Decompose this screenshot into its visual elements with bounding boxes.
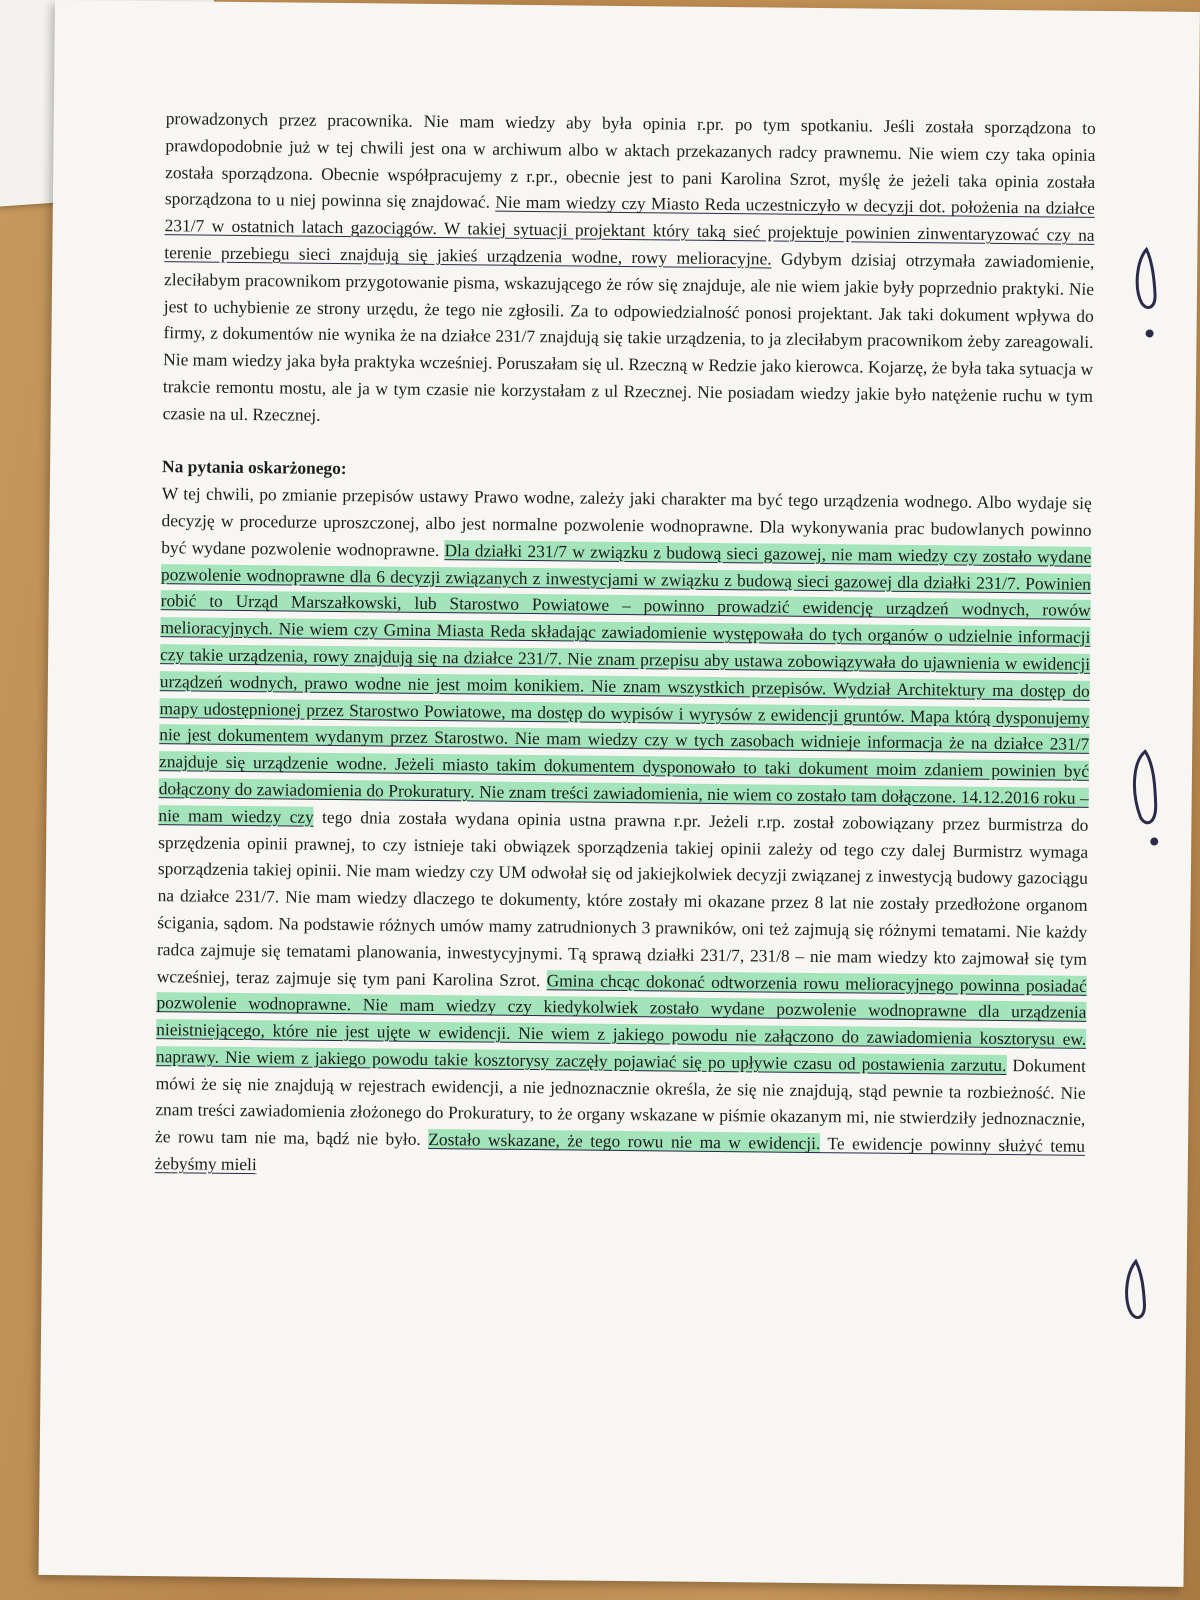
- text-run: prowadzonych przez pracownika. Nie mam wiedzy aby była opinia r.pr. po tym spotkaniu. Jeśli została sporządzona to prawdopodobnie już w tej chwili jest ona w archiwum albo w aktach przekazanych radcy prawnemu. Nie wiem czy taka opinia została sporządzona. Obecnie współpracujemy z r.pr., obecnie jest to pani Karolina Szrot, myślę że jeżeli taka opinia została sporządzona to u niej powinna się znajdować.: [164, 108, 1096, 213]
- text-run: tego dnia została wydana opinia ustna prawna r.pr. Jeżeli r.rp. został zobowiązany przez burmistrza do sprzędzenia opinii prawnej, to czy istnieje taki obwiązek sporządzenia takiej opinii zależy od tego czy dalej Burmistrz wymaga sporządzenia takiej opinii. Nie mam wiedzy czy UM odwołał się od jakiejkolwiek decyzji związanej z inwestycją budowy gazociągu na działce 231/7. Nie mam wiedzy dlaczego te dokumenty, które zostały mi okazane przez 8 lat nie zostały przedłożone organom ścigania, sądom. Na podstawie różnych umów mamy zatrudnionych 3 prawników, oni też zajmują się różnymi tematami. Nie każdy radca zajmuje się tematami planowania, inwestycyjnymi. Tą sprawą działki 231/7, 231/8 – nie mam wiedzy kto zajmował się tym wcześniej, teraz zajmuje się tym pani Karolina Szrot.: [156, 806, 1089, 990]
- handwritten-exclamation-mark: [1126, 1261, 1145, 1317]
- document-page: [39, 0, 1200, 1587]
- handwritten-exclamation-dot: [1152, 839, 1157, 844]
- paragraph-answers: [155, 480, 1092, 1186]
- highlighted-text-run: Gmina chcąc dokonać odtworzenia rowu melioracyjnego powinna posiadać pozwolenie wodnoprawne. Nie mam wiedzy czy kiedykolwiek zostało wydane pozwolenie wodnoprawne dla urządzenia nieistniejącego, które nie jest ujęte w ewidencji. Nie wiem z jakiego powodu nie załączono do zawiadomienia kosztorysu ew. naprawy. Nie wiem z jakiego powodu takie kosztorysy zaczęły pojawiać się po upływie czasu od postawienia zarzutu.: [155, 969, 1087, 1075]
- paragraph-testimony: [163, 105, 1096, 436]
- text-run: Gdybym dzisiaj otrzymała zawiadomienie, zleciłabym pracownikom przygotowanie pisma, wskazującego że rów się znajduje, ale nie wiem jakie były poprzednio praktyki. Nie jest to uchybienie ze strony urzędu, że tego nie zgłosili. Za to odpowiedzialność ponosi projektant. Jak taki dokument wpływa do firmy, z dokumentów nie wynika że na działce 231/7 znajdują się takie urządzenia, to ja zleciłabym pracownikom żeby zareagowali. Nie mam wiedzy jaka była praktyka wcześniej. Poruszałam się ul. Rzeczną w Redzie jako kierowca. Kojarzę, że była taka sytuacja w trakcie remontu mostu, ale ja w tym czasie nie korzystałam z ul Rzecznej. Nie posiadam wiedzy jakie było natężenie ruchu w tym czasie na ul. Rzecznej.: [162, 248, 1095, 425]
- handwritten-exclamation-mark: [1134, 751, 1156, 822]
- handwritten-exclamation-dot: [1147, 331, 1152, 336]
- underlined-text-run: Te ewidencje powinny służyć temu żebyśmy mieli: [154, 1133, 1086, 1175]
- highlighted-text-run: Dla działki 231/7 w związku z budową sieci gazowej, nie mam wiedzy czy zostało wydane pozwolenie wodnoprawne dla 6 decyzji związanych z inwestycjami w związku z budową sieci gazowej dla działki 231/7. Powinien robić to Urząd Marszałkowski, lub Starostwo Powiatowe – powinno prowadzić ewidencję urządzeń wodnych, rowów melioracyjnych. Nie wiem czy Gmina Miasta Reda składając zawiadomienie występowała do tych organów o udzielnie informacji czy takie urządzenia, rowy znajdują się na działce 231/7. Nie znam przepisu aby ustawa zobowiązywała do ujawnienia w ewidencji urządzeń wodnych, prawo wodne nie jest moim konikiem. Nie znam wszystkich przepisów. Wydział Architektury ma dostęp do mapy udostępnionej przez Starostwo Powiatowe, ma dostęp do wypisów i wyrysów z ewidencji gruntów. Mapa którą dysponujemy nie jest dokumentem wydanym przez Starostwo. Nie mam wiedzy czy w tych zasobach widnieje informacja że na działce 231/7 znajduje się urządzenie wodne. Jeżeli miasto takim dokumentem dysponowało to taki dokument moim zdaniem powinien być dołączony do zawiadomienia do Prokuratury. Nie znam treści zawiadomienia, nie wiem co zostało tam dołączone. 14.12.2016 roku – nie mam wiedzy czy: [158, 539, 1092, 827]
- text-run: Dokument mówi że się nie znajdują w rejestrach ewidencji, a nie jednoznacznie określa, że się nie znajdują, stąd pewnie ta rozbieżność. Nie znam treści zawiadomienia złożonego do Prokuratury, to że organy wskazane w piśmie okazanym mi, nie stwierdziły jednoznacznie, że rowu tam nie ma, bądź nie było.: [155, 1054, 1087, 1150]
- document-text: [155, 105, 1096, 1187]
- underlined-text-run: Nie mam wiedzy czy Miasto Reda uczestniczyło w decyzji dot. położenia na działce 231/7 w ostatnich latach gazociągów. W takiej sytuacji projektant który taką sieć projektuje powinien zinwentaryzować czy na terenie przebiegu sieci znajdują się jakieś urządzenia wodne, rowy melioracyjne.: [164, 192, 1095, 269]
- text-run: W tej chwili, po zmianie przepisów ustawy Prawo wodne, zależy jaki charakter ma być tego urządzenia wodnego. Albo wydaje się decyzję w procedurze uproszczonej, albo jest normalne pozwolenie wodnoprawne. Dla wykonywania prac budowlanych powinno być wydane pozwolenie wodnoprawne.: [161, 483, 1092, 560]
- highlighted-text-run: Zostało wskazane, że tego rowu nie ma w ewidencji.: [428, 1129, 821, 1154]
- margin-annotations: [1099, 11, 1195, 1512]
- section-heading: Na pytania oskarżonego:: [162, 456, 347, 479]
- handwritten-exclamation-mark: [1137, 249, 1156, 307]
